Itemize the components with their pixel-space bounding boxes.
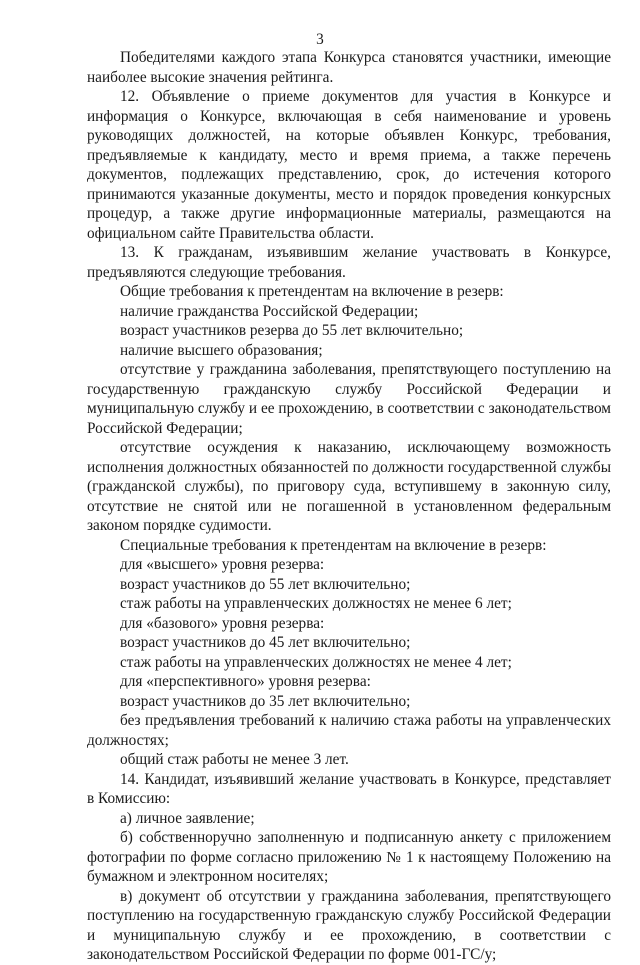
paragraph-12-announcement: 12. Объявление о приеме документов для участия в Конкурсе и информация о Конкурсе, включающая в себя наименование и уровень руководящих должностей, на которые объявлен Конкурс, требования, предъявляемые к кандидату, место и время приема, а также перечень документов, подлежащих представлению, срок, до истечения которого принимаются указанные документы, место и порядок проведения конкурсных процедур, а также другие информационные материалы, размещаются на официальном сайте Правительства области. [87, 88, 611, 242]
paragraph-base-experience: стаж работы на управленческих должностях не менее 4 лет; [120, 653, 512, 671]
paragraph-prospective-no-experience: без предъявления требований к наличию стажа работы на управленческих должностях; [87, 712, 611, 749]
paragraph-highest-age: возраст участников до 55 лет включительно; [120, 575, 411, 593]
paragraph-special-requirements: Специальные требования к претендентам на включение в резерв: [120, 536, 547, 554]
paragraph-general-requirements: Общие требования к претендентам на включение в резерв: [120, 283, 504, 300]
paragraph-winners: Победителями каждого этапа Конкурса становятся участники, имеющие наиболее высокие значения рейтинга. [87, 49, 611, 86]
document-body [87, 48, 611, 965]
paragraph-level-highest: для «высшего» уровня резерва: [120, 556, 325, 573]
paragraph-total-experience: общий стаж работы не менее 3 лет. [120, 751, 349, 768]
paragraph-higher-education: наличие высшего образования; [120, 341, 323, 359]
paragraph-base-age: возраст участников до 45 лет включительно; [120, 634, 411, 651]
paragraph-citizenship: наличие гражданства Российской Федерации; [120, 302, 419, 320]
paragraph-age-55: возраст участников резерва до 55 лет включительно; [120, 322, 464, 339]
paragraph-14-documents: 14. Кандидат, изъявивший желание участвовать в Конкурсе, представляет в Комиссию: [87, 770, 611, 807]
page-number: 3 [316, 31, 324, 48]
list-item-c-medical-document: в) документ об отсутствии у гражданина заболевания, препятствующего поступлению на государственную гражданскую службу Российской Федерации и муниципальную службу и ее прохождению, в соответствии с законодательством Российской Федерации по форме 001-ГС/у; [87, 887, 611, 963]
paragraph-highest-experience: стаж работы на управленческих должностях не менее 6 лет; [120, 595, 512, 612]
paragraph-level-base: для «базового» уровня резерва: [120, 614, 325, 632]
paragraph-no-conviction: отсутствие осуждения к наказанию, исключающему возможность исполнения должностных обязанностей по должности государственной службы (гражданской службы), по приговору суда, вступившему в законную силу, отсутствие не снятой или не погашенной в установленном федеральным законом порядке судимости. [87, 439, 611, 534]
paragraph-prospective-age: возраст участников до 35 лет включительно; [120, 692, 411, 710]
paragraph-13-requirements: 13. К гражданам, изъявившим желание участвовать в Конкурсе, предъявляются следующие требования. [87, 244, 611, 281]
paragraph-no-disease: отсутствие у гражданина заболевания, препятствующего поступлению на государственную гражданскую службу Российской Федерации и муниципальную службу и ее прохождению, в соответствии с законодательством Российской Федерации; [87, 361, 611, 437]
list-item-a-application: а) личное заявление; [120, 809, 255, 827]
paragraph-level-prospective: для «перспективного» уровня резерва: [120, 673, 371, 690]
list-item-b-questionnaire: б) собственноручно заполненную и подписанную анкету с приложением фотографии по форме согласно приложению № 1 к настоящему Положению на бумажном и электронном носителях; [87, 829, 611, 885]
